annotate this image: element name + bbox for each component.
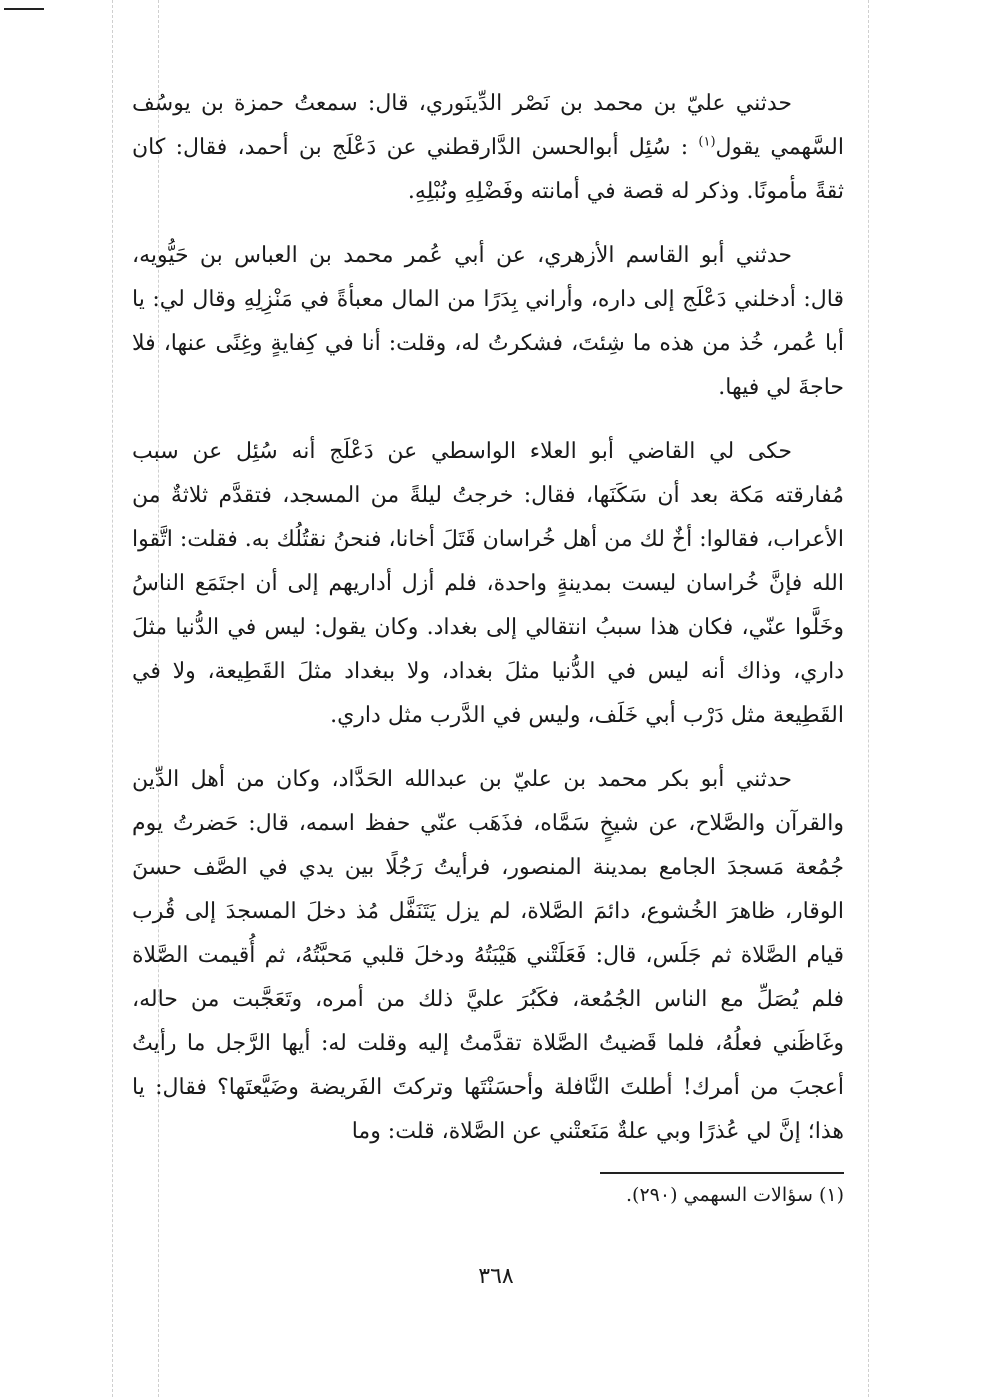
paragraph-1-text-end: : سُئِل أبوالحسن الدَّارقطني عن دَعْلَج بن أحمد، فقال: كان ثقةً مأمونًا. وذكر له قصة في أمانته وفَضْلِهِ ونُبْلِهِ. xyxy=(132,135,844,204)
page-number: ٣٦٨ xyxy=(478,1264,514,1289)
paragraph-2: حدثني أبو القاسم الأزهري، عن أبي عُمر محمد بن العباس بن حَيُّويه، قال: أدخلني دَعْلَج إلى داره، وأراني بِدَرًا من المال معبأةً في مَنْزِلِهِ وقال لي: يا أبا عُمر، خُذ من هذه ما شِئتَ، فشكرتُ له، وقلت: أنا في كِفايةٍ وغِنًى عنها، فلا حاجةَ لي فيها. xyxy=(132,243,844,400)
scan-margin-line xyxy=(112,0,113,1397)
paragraph-1 xyxy=(132,82,844,214)
scan-margin-line xyxy=(868,0,869,1397)
page-body xyxy=(132,82,844,1174)
footnote: (١) سؤالات السهمي (٢٩٠). xyxy=(626,1184,844,1206)
scan-edge-mark xyxy=(4,8,44,10)
footnote-separator xyxy=(600,1172,844,1174)
paragraph-4: حدثني أبو بكر محمد بن عليّ بن عبدالله الحَدَّاد، وكان من أهل الدِّين والقرآن والصَّلاح، عن شيخٍ سَمَّاه، فذَهَب عنّي حفظ اسمه، قال: حَضرتُ يوم جُمُعة مَسجدَ الجامع بمدينة المنصور، فرأيتُ رَجُلًا بين يدي في الصَّف حسنَ الوقار، ظاهرَ الخُشوع، دائمَ الصَّلاة، لم يزل يَتَنَفَّل مُذ دخلَ المسجدَ إلى قُرب قيام الصَّلاة ثم جَلَس، قال: فَعَلَتْني هَيْبَتُهُ ودخلَ قلبي مَحبَّتُهُ، ثم أُقيمت الصَّلاة فلم يُصَلِّ مع الناس الجُمُعة، فكَبُرَ عليَّ ذلك من أمره، وتَعَجَّبت من حاله، وغَاظَني فعلُهُ، فلما قَضيتُ الصَّلاة تقدَّمتُ إليه وقلت له: أيها الرَّجل ما رأيتُ أعجبَ من أمرك! أطلتَ النَّافلة وأحسَنْتَها وتركتَ الفَريضة وضَيَّعتَها؟ فقال: يا هذا؛ إنَّ لي عُذرًا وبي علةٌ مَنَعتْني عن الصَّلاة، قلت: وما xyxy=(132,767,845,1144)
paragraph-1-text-start: حدثني عليّ بن محمد بن نَصْر الدِّينَوري، قال: سمعتُ حمزة بن يوسُف السَّهمي يقول xyxy=(132,91,845,160)
paragraph-3: حكى لي القاضي أبو العلاء الواسطي عن دَعْلَج أنه سُئِل عن سبب مُفارقته مَكة بعد أن سَكَنَها، فقال: خرجتُ ليلةً من المسجد، فتقدَّم ثلاثةٌ من الأعراب، فقالوا: أخٌ لك من أهل خُراسان قَتَلَ أخانا، فنحنُ نقتُلُك به. فقلت: اتَّقوا الله فإنَّ خُراسان ليست بمدينةٍ واحدة، فلم أزل أداريهم إلى أن اجتَمَع الناسُ وخَلَّوا عنّي، فكان هذا سببُ انتقالي إلى بغداد. وكان يقول: ليس في الدُّنيا مثلَ داري، وذاك أنه ليس في الدُّنيا مثلَ بغداد، ولا ببغداد مثلَ القَطِيعة، ولا في القَطِيعة مثل دَرْب أبي خَلَف، وليس في الدَّرب مثل داري. xyxy=(132,439,844,728)
footnote-reference[interactable]: (١) xyxy=(698,134,716,150)
